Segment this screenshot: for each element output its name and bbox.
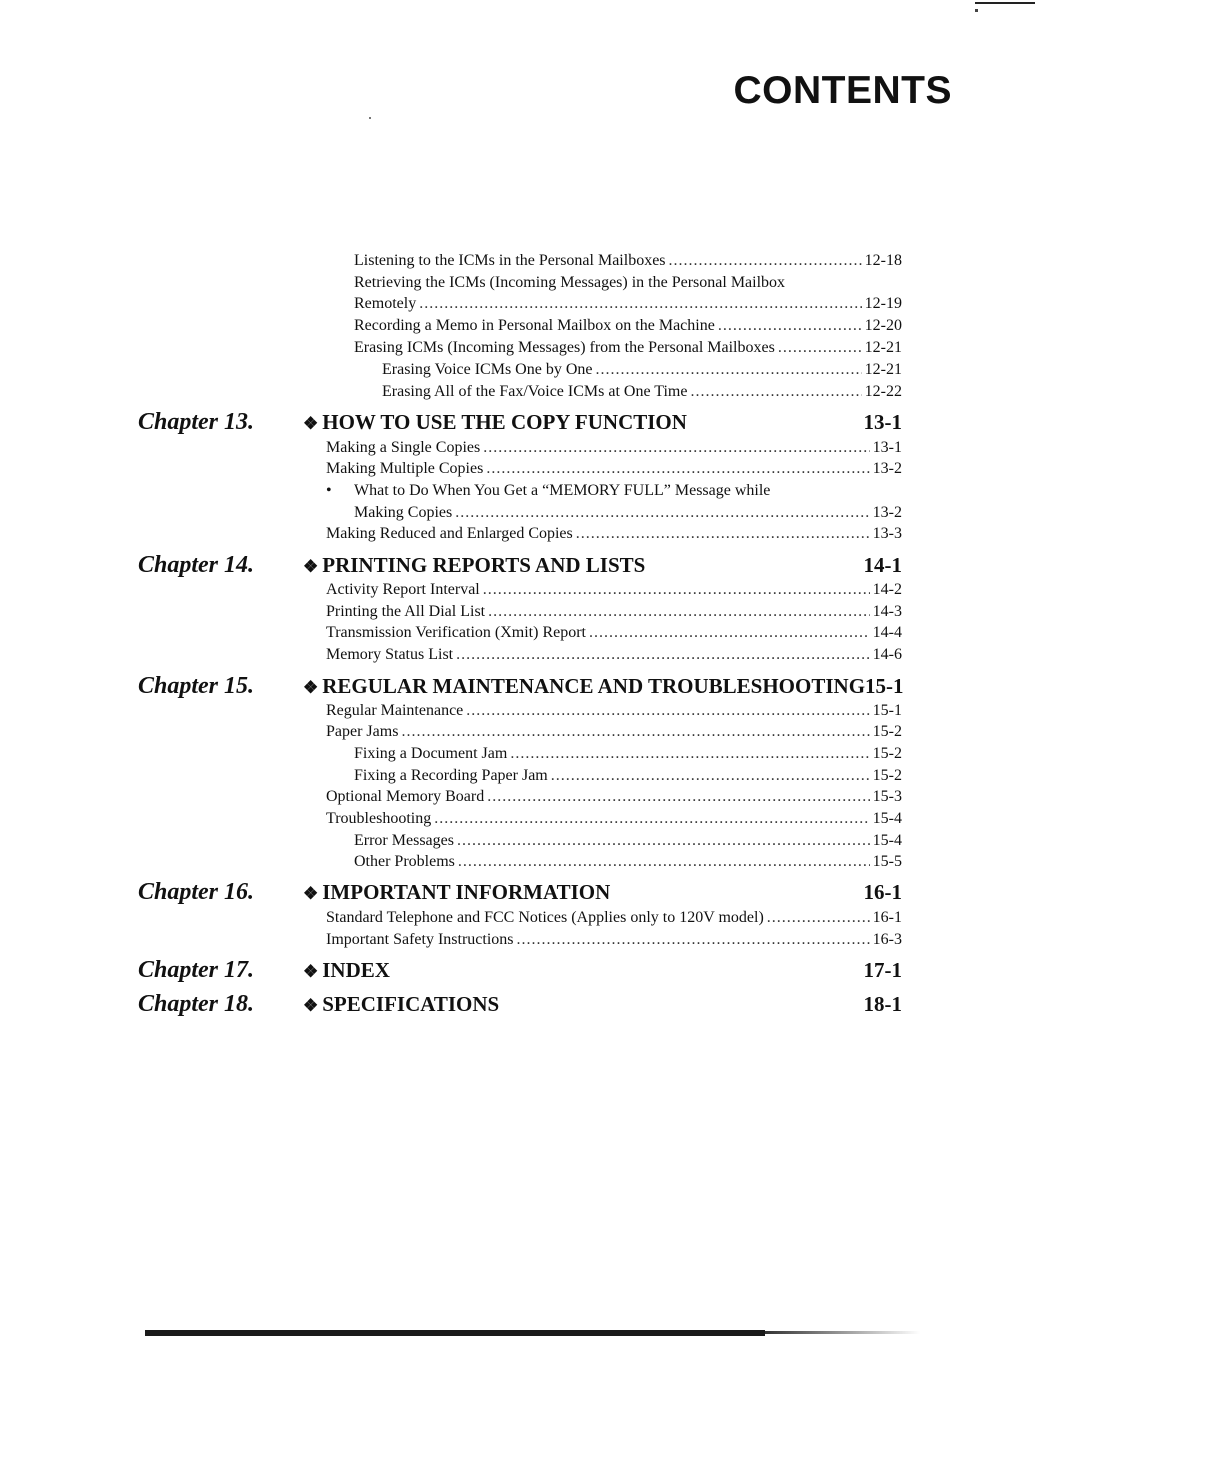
toc-entry-text: Error Messages xyxy=(354,832,454,849)
toc-entry[interactable] xyxy=(354,502,902,524)
toc-entry-text: Transmission Verification (Xmit) Report xyxy=(326,624,586,641)
chapter-page: 13-1 xyxy=(863,410,902,434)
chapter-title: REGULAR MAINTENANCE AND TROUBLESHOOTING xyxy=(322,674,866,698)
toc-entry[interactable] xyxy=(326,601,902,623)
leader-dots xyxy=(589,622,870,644)
toc-entry-page: 14-3 xyxy=(872,603,902,620)
toc-entry[interactable] xyxy=(326,907,902,929)
toc-entry-text: Troubleshooting xyxy=(326,810,432,827)
toc-entry[interactable] xyxy=(326,458,902,480)
toc-entry-page: 14-6 xyxy=(872,646,902,663)
toc-entry[interactable] xyxy=(382,381,902,403)
toc-entry-page: 15-4 xyxy=(872,810,902,827)
chapter-label: Chapter 15. xyxy=(138,673,255,699)
toc-entry-page: 15-2 xyxy=(872,745,902,762)
chapter-title: HOW TO USE THE COPY FUNCTION xyxy=(322,410,687,434)
chapter-page: 17-1 xyxy=(863,958,902,982)
toc-entry-page: 13-2 xyxy=(872,504,902,521)
leader-dots xyxy=(466,700,869,722)
toc-entry-text: Erasing Voice ICMs One by One xyxy=(382,361,593,378)
toc-entry-page: 15-2 xyxy=(872,723,902,740)
leader-dots xyxy=(718,315,862,337)
leader-dots xyxy=(458,851,870,873)
leader-dots xyxy=(487,786,869,808)
toc-entry-page: 15-3 xyxy=(872,788,902,805)
toc-entry[interactable] xyxy=(326,437,902,459)
toc-entry[interactable] xyxy=(354,830,902,852)
toc-entry[interactable] xyxy=(354,293,902,315)
leader-dots xyxy=(456,644,870,666)
leader-dots xyxy=(488,601,870,623)
bullet-icon: • xyxy=(326,482,332,499)
chapter-label: Chapter 16. xyxy=(138,879,255,905)
toc-entry-page: 13-2 xyxy=(872,460,902,477)
leader-dots xyxy=(669,250,862,272)
chapter-heading[interactable] xyxy=(303,551,902,581)
toc-entry-text: Remotely xyxy=(354,295,417,312)
toc-entry-text: Making Copies xyxy=(354,504,453,521)
toc-entry[interactable] xyxy=(326,622,902,644)
toc-entry-text: Regular Maintenance xyxy=(326,702,464,719)
toc-entry-text: Erasing All of the Fax/Voice ICMs at One Time xyxy=(382,383,688,400)
chapter-title: PRINTING REPORTS AND LISTS xyxy=(322,553,646,577)
toc-entry[interactable] xyxy=(326,808,902,830)
toc-entry[interactable] xyxy=(326,929,902,951)
chapter-title: INDEX xyxy=(322,958,390,982)
toc-entry-text: What to Do When You Get a “MEMORY FULL” Message while xyxy=(354,482,771,499)
toc-entry-page: 13-3 xyxy=(872,525,902,542)
toc-entry-page: 14-4 xyxy=(872,624,902,641)
chapter-label: Chapter 14. xyxy=(138,552,255,578)
toc-entry-text: Listening to the ICMs in the Personal Mailboxes xyxy=(354,252,666,269)
toc-entry-text: Making Multiple Copies xyxy=(326,460,484,477)
leader-dots xyxy=(434,808,869,830)
toc-entry[interactable] xyxy=(354,315,902,337)
leader-dots xyxy=(596,359,862,381)
toc-entry-text: Printing the All Dial List xyxy=(326,603,486,620)
toc-entry-text: Fixing a Document Jam xyxy=(354,745,508,762)
toc-entry-text: Fixing a Recording Paper Jam xyxy=(354,767,548,784)
toc-entry-text: Memory Status List xyxy=(326,646,454,663)
toc-entry[interactable] xyxy=(326,700,902,722)
toc-entry-text: Recording a Memo in Personal Mailbox on the Machine xyxy=(354,317,715,334)
leader-dots xyxy=(778,337,862,359)
leader-dots xyxy=(419,293,861,315)
chapter-label: Chapter 18. xyxy=(138,991,255,1017)
toc-entry-page: 15-5 xyxy=(872,853,902,870)
toc-entry-page: 12-21 xyxy=(864,361,902,378)
toc-entry-page: 12-22 xyxy=(864,383,902,400)
leader-dots xyxy=(576,523,870,545)
toc-entry-text: Making a Single Copies xyxy=(326,439,481,456)
toc-entry-text: Other Problems xyxy=(354,853,455,870)
leader-dots xyxy=(455,502,869,524)
footer-rule xyxy=(145,1330,765,1336)
diamond-bullet-icon: ❖ xyxy=(303,996,319,1015)
leader-dots xyxy=(457,830,870,852)
chapter-page: 15-1 xyxy=(865,674,904,698)
toc-entry-text: Important Safety Instructions xyxy=(326,931,514,948)
toc-entry[interactable] xyxy=(354,743,902,765)
toc-entry[interactable] xyxy=(354,272,785,294)
toc-entry-page: 15-2 xyxy=(872,767,902,784)
leader-dots xyxy=(401,721,869,743)
toc-entry-page: 16-3 xyxy=(872,931,902,948)
chapter-page: 14-1 xyxy=(863,553,902,577)
toc-entry-page: 14-2 xyxy=(872,581,902,598)
toc-entry-page: 13-1 xyxy=(872,439,902,456)
toc-entry-text: Activity Report Interval xyxy=(326,581,480,598)
toc-entry-text: Paper Jams xyxy=(326,723,399,740)
toc-entry-text: Standard Telephone and FCC Notices (Applies only to 120V model) xyxy=(326,909,764,926)
toc-entry-page: 12-21 xyxy=(864,339,902,356)
toc-entry[interactable] xyxy=(354,337,902,359)
leader-dots xyxy=(483,579,870,601)
toc-entry[interactable] xyxy=(354,765,902,787)
toc-entry-text: Making Reduced and Enlarged Copies xyxy=(326,525,573,542)
toc-entry[interactable] xyxy=(354,851,902,873)
chapter-page: 16-1 xyxy=(863,880,902,904)
toc-entry-text: Erasing ICMs (Incoming Messages) from the Personal Mailboxes xyxy=(354,339,775,356)
toc-entry-page: 15-1 xyxy=(872,702,902,719)
chapter-heading[interactable] xyxy=(303,672,902,702)
scan-speck xyxy=(975,9,978,12)
chapter-heading[interactable] xyxy=(303,956,902,986)
toc-entry[interactable] xyxy=(326,480,770,502)
chapter-title: SPECIFICATIONS xyxy=(322,992,500,1016)
toc-entry-page: 12-19 xyxy=(864,295,902,312)
toc-entry-text: Retrieving the ICMs (Incoming Messages) in the Personal Mailbox xyxy=(354,274,786,291)
toc-entry-page: 16-1 xyxy=(872,909,902,926)
leader-dots xyxy=(551,765,870,787)
scan-speck xyxy=(369,117,371,119)
diamond-bullet-icon: ❖ xyxy=(303,557,319,576)
chapter-title: IMPORTANT INFORMATION xyxy=(322,880,611,904)
leader-dots xyxy=(690,381,861,403)
toc-entry-page: 12-18 xyxy=(864,252,902,269)
leader-dots xyxy=(486,458,869,480)
toc-entry[interactable] xyxy=(326,721,902,743)
toc-entry[interactable] xyxy=(326,579,902,601)
leader-dots xyxy=(510,743,869,765)
toc-entry[interactable] xyxy=(354,250,902,272)
chapter-heading[interactable] xyxy=(303,990,902,1020)
toc-entry-page: 12-20 xyxy=(864,317,902,334)
chapter-label: Chapter 13. xyxy=(138,409,255,435)
page-title: CONTENTS xyxy=(733,69,952,112)
footer-rule-fade xyxy=(765,1331,920,1334)
scan-mark xyxy=(975,2,1035,4)
diamond-bullet-icon: ❖ xyxy=(303,884,319,903)
toc-entry-text: Optional Memory Board xyxy=(326,788,485,805)
toc-entry[interactable] xyxy=(326,786,902,808)
chapter-heading[interactable] xyxy=(303,878,902,908)
toc-entry[interactable] xyxy=(326,644,902,666)
chapter-heading[interactable] xyxy=(303,408,902,438)
diamond-bullet-icon: ❖ xyxy=(303,962,319,981)
chapter-label: Chapter 17. xyxy=(138,957,255,983)
toc-entry[interactable] xyxy=(382,359,902,381)
toc-entry-page: 15-4 xyxy=(872,832,902,849)
diamond-bullet-icon: ❖ xyxy=(303,678,319,697)
leader-dots xyxy=(483,437,869,459)
toc-entry[interactable] xyxy=(326,523,902,545)
leader-dots xyxy=(517,929,870,951)
chapter-page: 18-1 xyxy=(863,992,902,1016)
leader-dots xyxy=(767,907,870,929)
diamond-bullet-icon: ❖ xyxy=(303,414,319,433)
